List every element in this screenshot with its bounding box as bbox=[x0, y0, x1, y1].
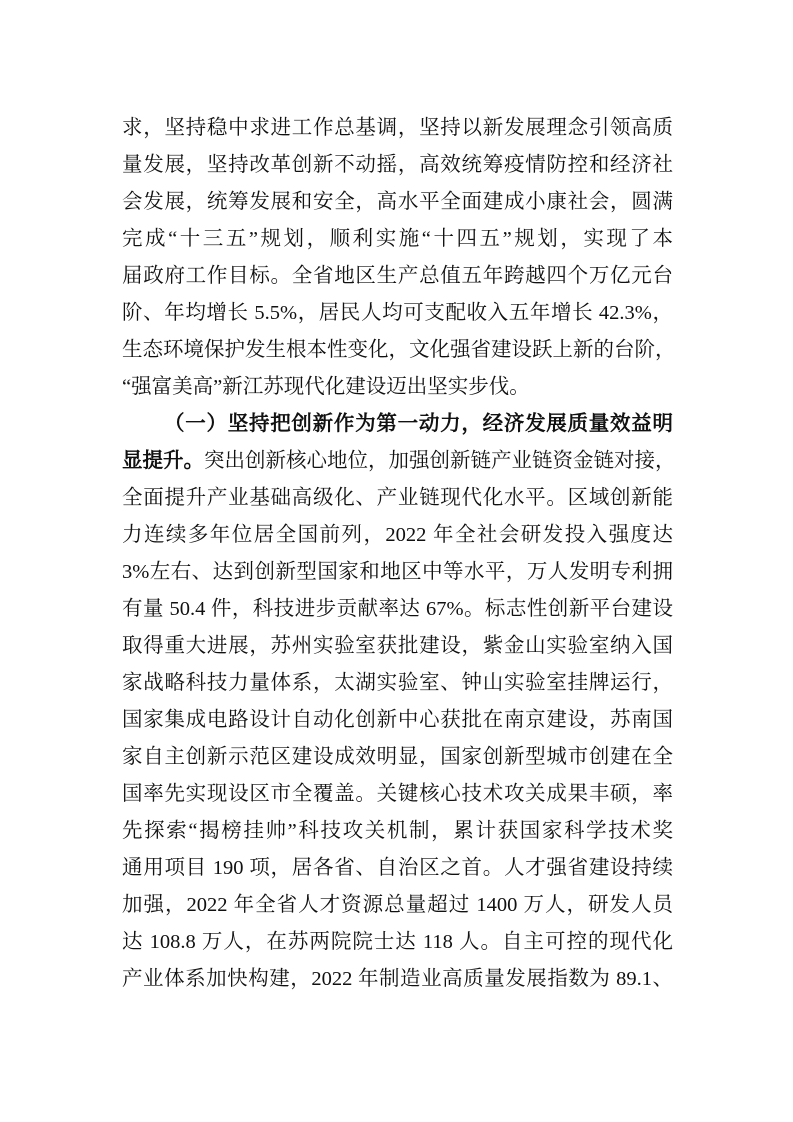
text-line: 会发展，统筹发展和安全，高水平全面建成小康社会，圆满 bbox=[122, 191, 673, 213]
text-line: 量发展，坚持改革创新不动摇，高效统筹疫情防控和经济社 bbox=[122, 154, 673, 176]
text-line: 国家集成电路设计自动化创新中心获批在南京建设，苏南国 bbox=[122, 709, 673, 731]
text-line: 家战略科技力量体系，太湖实验室、钟山实验室挂牌运行， bbox=[122, 672, 673, 694]
text-line: 取得重大进展，苏州实验室获批建设，紫金山实验室纳入国 bbox=[122, 635, 673, 657]
text-line: 全面提升产业基础高级化、产业链现代化水平。区域创新能 bbox=[122, 487, 673, 509]
section-heading-end: 显提升。 bbox=[122, 450, 204, 472]
text-line: 通用项目 190 项，居各省、自治区之首。人才强省建设持续 bbox=[122, 857, 673, 879]
text-line: 完成“十三五”规划，顺利实施“十四五”规划，实现了本 bbox=[122, 228, 673, 250]
text-line: 家自主创新示范区建设成效明显，国家创新型城市创建在全 bbox=[122, 746, 673, 768]
text-line: 有量 50.4 件，科技进步贡献率达 67%。标志性创新平台建设 bbox=[122, 598, 673, 620]
text-line: 国率先实现设区市全覆盖。关键核心技术攻关成果丰硕，率 bbox=[122, 783, 673, 805]
text-line: 求，坚持稳中求进工作总基调，坚持以新发展理念引领高质 bbox=[122, 117, 673, 139]
text-line: 力连续多年位居全国前列，2022 年全社会研发投入强度达 bbox=[122, 524, 673, 546]
text-line: 生态环境保护发生根本性变化，文化强省建设跃上新的台阶， bbox=[122, 339, 676, 361]
text-line: 加强，2022 年全省人才资源总量超过 1400 万人，研发人员 bbox=[122, 894, 673, 916]
text-line: 达 108.8 万人，在苏两院院士达 118 人。自主可控的现代化 bbox=[122, 931, 673, 953]
text-line: 产业体系加快构建，2022 年制造业高质量发展指数为 89.1、 bbox=[122, 968, 673, 990]
text-line bbox=[122, 443, 676, 480]
text-span: 突出创新核心地位，加强创新链产业链资金链对接， bbox=[204, 450, 676, 472]
text-line: 3%左右、达到创新型国家和地区中等水平，万人发明专利拥 bbox=[122, 561, 673, 583]
text-line: 届政府工作目标。全省地区生产总值五年跨越四个万亿元台 bbox=[122, 265, 673, 287]
section-heading: （一）坚持把创新作为第一动力，经济发展质量效益明 bbox=[164, 413, 673, 435]
text-line: 先探索“揭榜挂帅”科技攻关机制，累计获国家科学技术奖 bbox=[122, 820, 673, 842]
text-line: “强富美高”新江苏现代化建设迈出坚实步伐。 bbox=[122, 376, 530, 398]
text-line: 阶、年均增长 5.5%，居民人均可支配收入五年增长 42.3%， bbox=[122, 302, 673, 324]
